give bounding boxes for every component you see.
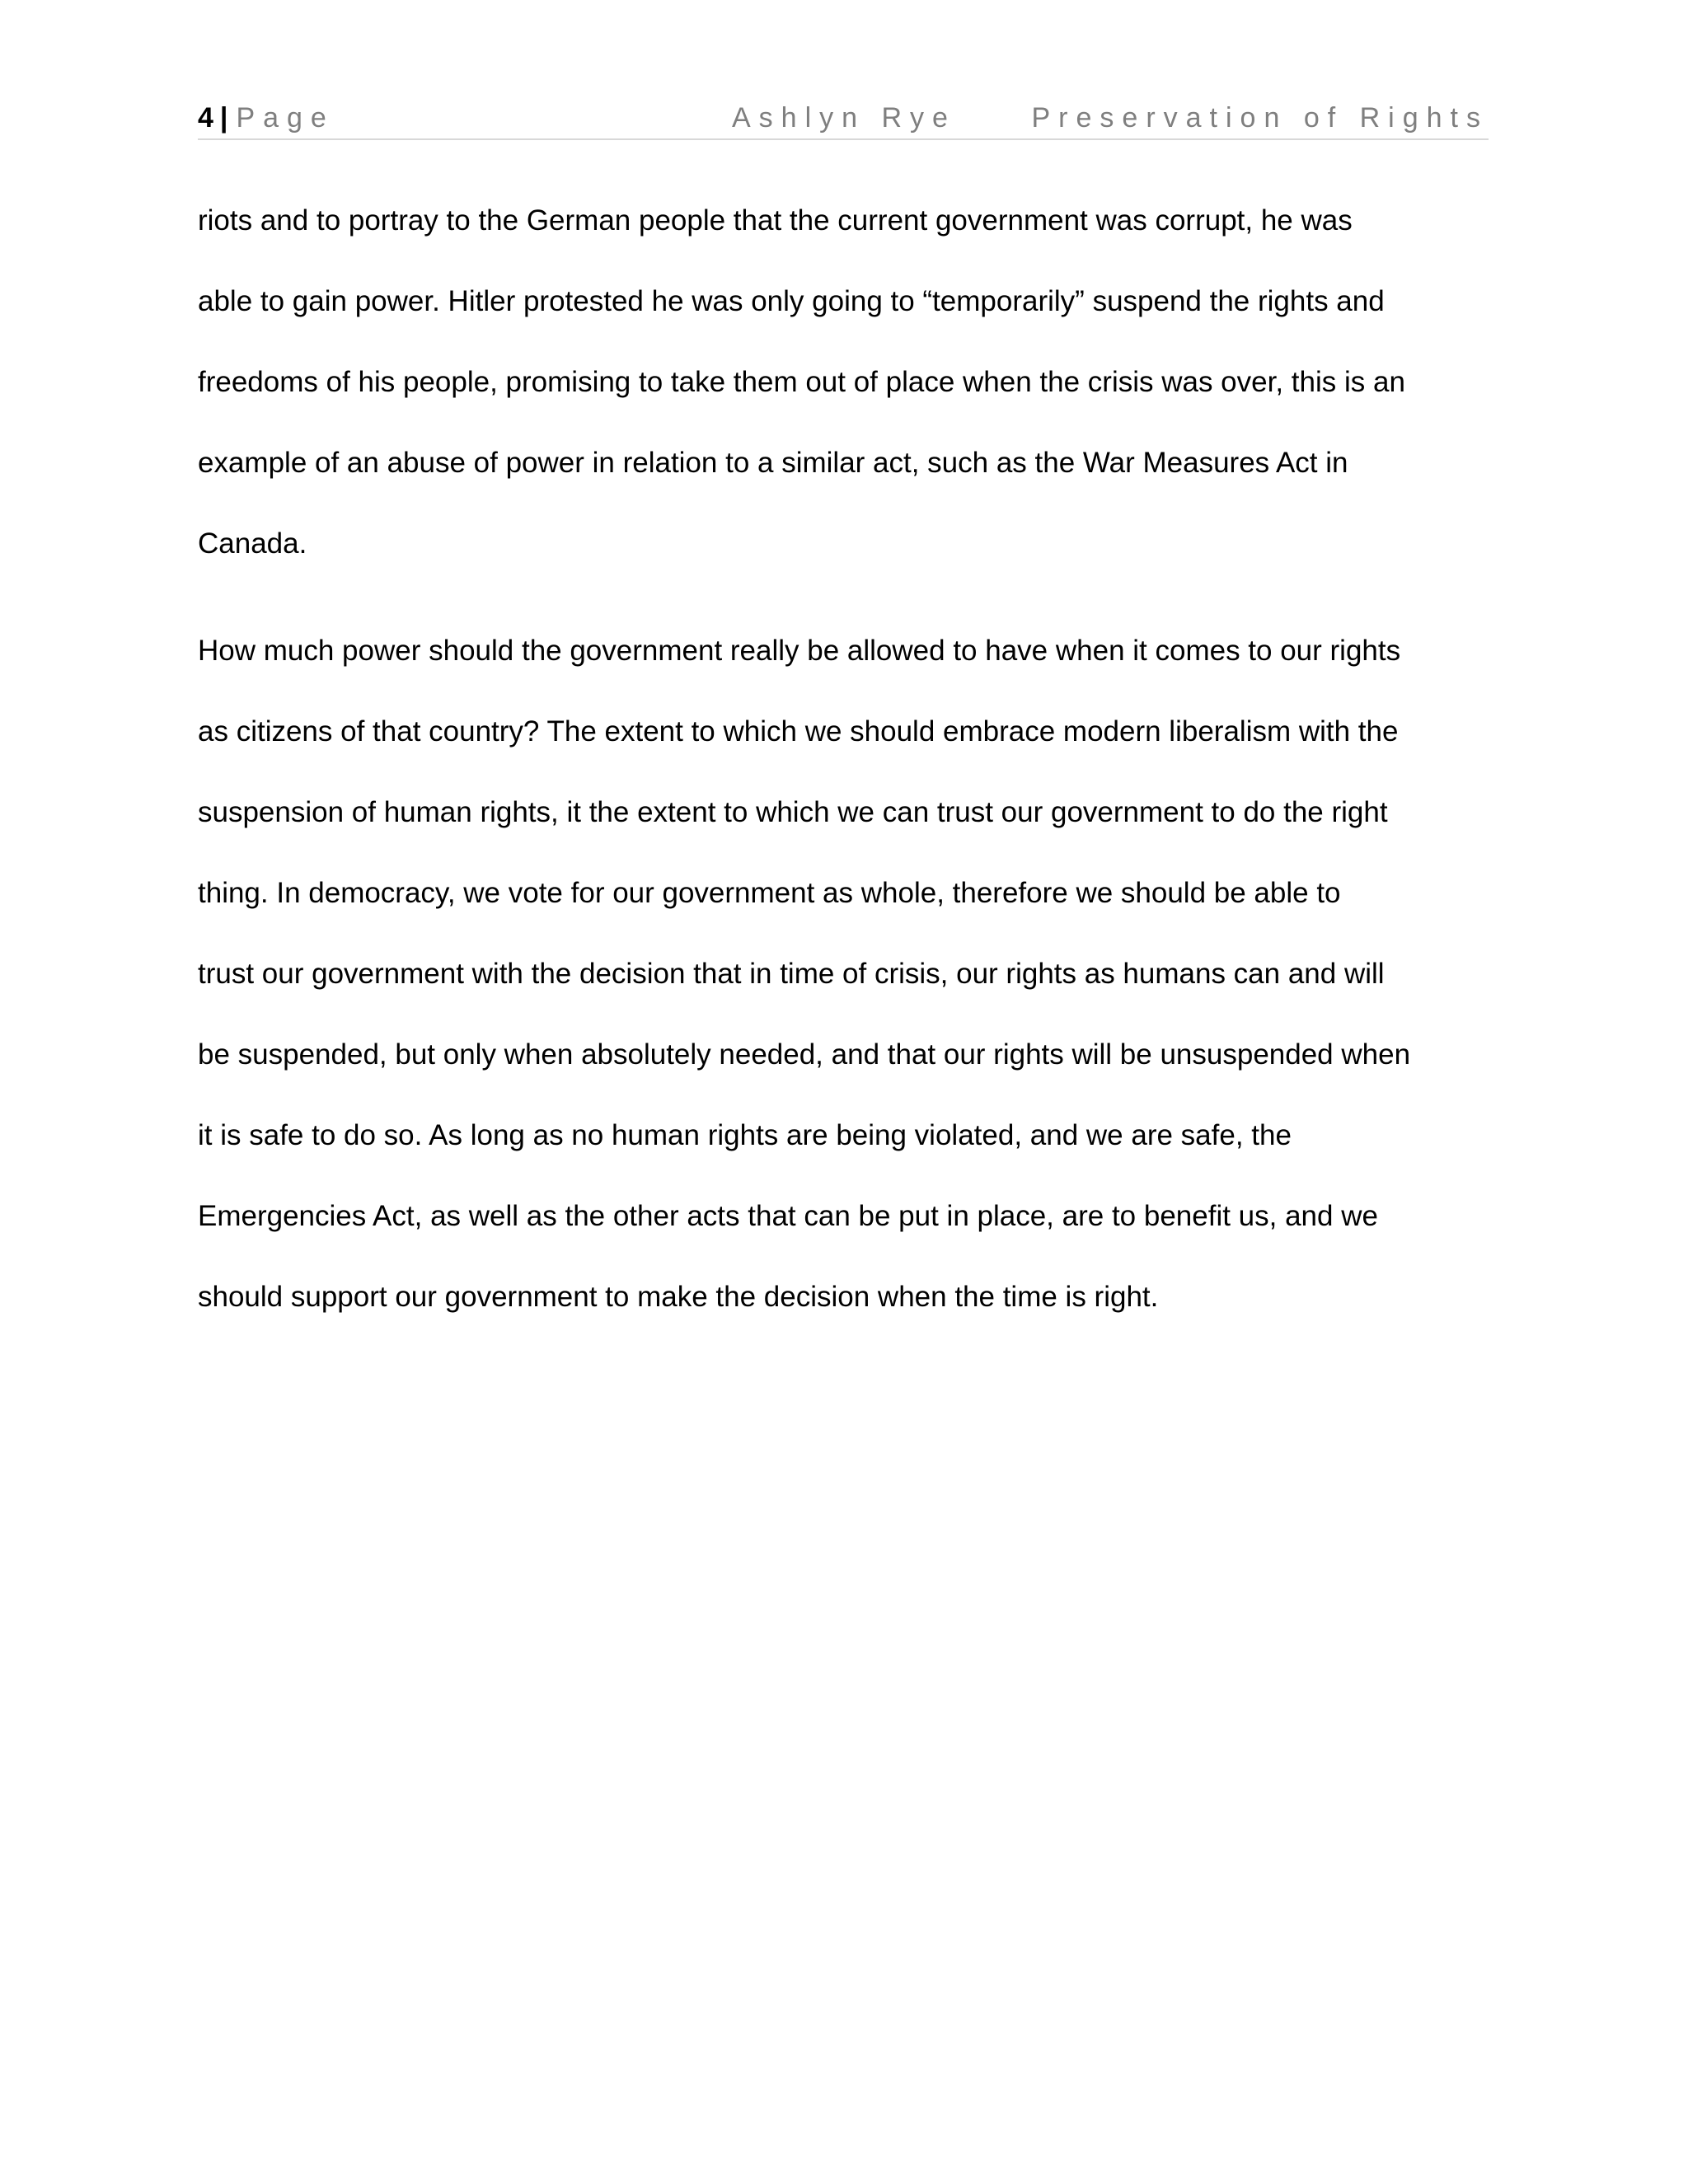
text-line: be suspended, but only when absolutely needed, and that our rights will be unsuspended when bbox=[198, 1038, 1411, 1071]
paragraph bbox=[198, 180, 1500, 584]
text-line: riots and to portray to the German people that the current government was corrupt, he was bbox=[198, 204, 1353, 237]
text-line: trust our government with the decision that in time of crisis, our rights as humans can and will bbox=[198, 958, 1385, 990]
text-line: example of an abuse of power in relation to a similar act, such as the War Measures Act in bbox=[198, 447, 1348, 479]
paragraph bbox=[198, 611, 1500, 1338]
page-header bbox=[198, 97, 1489, 140]
header-title: Preservation of Rights bbox=[1031, 102, 1489, 134]
text-line: able to gain power. Hitler protested he was only going to “temporarily” suspend the rights and bbox=[198, 285, 1385, 317]
text-line: it is safe to do so. As long as no human rights are being violated, and we are safe, the bbox=[198, 1119, 1292, 1151]
text-line: Canada. bbox=[198, 527, 307, 560]
page-number: 4 bbox=[198, 102, 213, 134]
page-word: Page bbox=[236, 102, 335, 134]
text-line: Emergencies Act, as well as the other acts that can be put in place, are to benefit us, and we bbox=[198, 1200, 1378, 1232]
header-separator: | bbox=[219, 102, 228, 134]
text-line: freedoms of his people, promising to take them out of place when the crisis was over, this is an bbox=[198, 366, 1405, 398]
header-author: Ashlyn Rye bbox=[732, 102, 956, 134]
page-number-label bbox=[198, 97, 335, 138]
text-line: How much power should the government really be allowed to have when it comes to our rights bbox=[198, 635, 1401, 667]
document-body bbox=[198, 180, 1500, 1338]
text-line: thing. In democracy, we vote for our government as whole, therefore we should be able to bbox=[198, 877, 1341, 909]
text-line: should support our government to make the decision when the time is right. bbox=[198, 1281, 1159, 1313]
text-line: suspension of human rights, it the extent to which we can trust our government to do the right bbox=[198, 796, 1388, 828]
text-line: as citizens of that country? The extent to which we should embrace modern liberalism with the bbox=[198, 715, 1399, 748]
